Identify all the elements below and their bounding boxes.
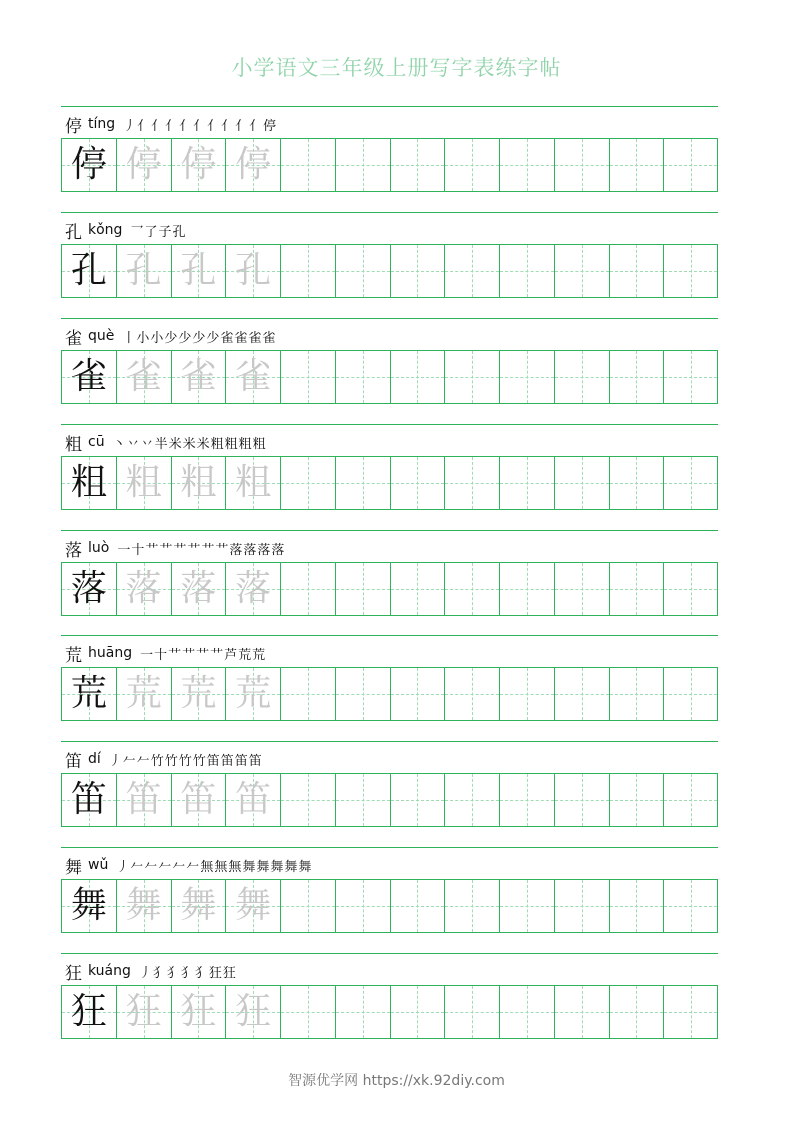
grid-cell-empty[interactable] bbox=[663, 985, 718, 1039]
trace-character: 荒 bbox=[180, 673, 217, 714]
grid-cell-filled bbox=[61, 667, 116, 721]
trace-character: 雀 bbox=[180, 356, 217, 397]
grid-cell-empty[interactable] bbox=[609, 879, 664, 933]
pinyin: huāng bbox=[88, 645, 133, 661]
trace-character: 舞 bbox=[180, 885, 217, 926]
model-character: 孔 bbox=[70, 250, 107, 291]
grid-cell-empty[interactable] bbox=[280, 138, 335, 192]
grid-cell-filled bbox=[225, 773, 280, 827]
grid-cell-empty[interactable] bbox=[663, 667, 718, 721]
grid-cell-empty[interactable] bbox=[554, 667, 609, 721]
trace-character: 落 bbox=[235, 568, 272, 609]
practice-block bbox=[61, 318, 718, 414]
trace-character: 落 bbox=[125, 568, 162, 609]
pinyin: cū bbox=[88, 434, 105, 450]
practice-block bbox=[61, 741, 718, 837]
stroke-order: 丶丷丷半米米米粗粗粗粗 bbox=[112, 436, 267, 452]
writing-grid bbox=[61, 667, 718, 721]
header-character: 狂 bbox=[65, 963, 82, 984]
writing-grid bbox=[61, 985, 718, 1039]
grid-cell-filled bbox=[171, 773, 226, 827]
header-character: 停 bbox=[65, 116, 82, 137]
grid-cell-empty[interactable] bbox=[499, 773, 554, 827]
header-character: 荒 bbox=[65, 645, 82, 666]
grid-cell-empty[interactable] bbox=[663, 138, 718, 192]
grid-cell-empty[interactable] bbox=[609, 773, 664, 827]
practice-block bbox=[61, 847, 718, 943]
grid-cell-empty[interactable] bbox=[335, 350, 390, 404]
stroke-order: 一十艹艹艹艹艹艹落落落落 bbox=[117, 542, 286, 558]
divider-line bbox=[61, 741, 718, 742]
grid-cell-filled bbox=[171, 350, 226, 404]
grid-cell-filled bbox=[61, 773, 116, 827]
grid-cell-empty[interactable] bbox=[335, 879, 390, 933]
grid-cell-empty[interactable] bbox=[554, 879, 609, 933]
grid-cell-filled bbox=[61, 985, 116, 1039]
trace-character: 停 bbox=[125, 144, 162, 185]
grid-cell-filled bbox=[171, 667, 226, 721]
divider-line bbox=[61, 424, 718, 425]
pinyin: tíng bbox=[88, 116, 116, 132]
grid-cell-filled bbox=[225, 667, 280, 721]
stroke-order: 乛了子孔 bbox=[130, 224, 187, 240]
grid-cell-filled bbox=[116, 456, 171, 510]
writing-grid bbox=[61, 350, 718, 404]
writing-grid bbox=[61, 773, 718, 827]
character-header bbox=[65, 111, 277, 137]
stroke-order: 丿𠂉𠂉𠂉𠂉𠂉無無無舞舞舞舞舞 bbox=[116, 859, 313, 875]
grid-cell-empty[interactable] bbox=[280, 456, 335, 510]
grid-cell-empty[interactable] bbox=[499, 879, 554, 933]
footer-source: 智源优学网 https://xk.92diy.com bbox=[288, 1073, 505, 1089]
character-header bbox=[65, 958, 237, 984]
trace-character: 雀 bbox=[125, 356, 162, 397]
grid-cell-empty[interactable] bbox=[499, 138, 554, 192]
grid-cell-empty[interactable] bbox=[499, 667, 554, 721]
trace-character: 舞 bbox=[125, 885, 162, 926]
trace-character: 孔 bbox=[235, 250, 272, 291]
grid-cell-empty[interactable] bbox=[554, 350, 609, 404]
grid-cell-empty[interactable] bbox=[390, 350, 445, 404]
header-character: 落 bbox=[65, 540, 82, 561]
trace-character: 粗 bbox=[180, 462, 217, 503]
grid-cell-filled bbox=[225, 985, 280, 1039]
trace-character: 笛 bbox=[125, 779, 162, 820]
stroke-order: 丿犭犭犭犭狂狂 bbox=[138, 965, 237, 981]
grid-cell-filled bbox=[116, 244, 171, 298]
grid-cell-empty[interactable] bbox=[280, 773, 335, 827]
grid-cell-empty[interactable] bbox=[444, 138, 499, 192]
grid-cell-empty[interactable] bbox=[663, 456, 718, 510]
trace-character: 粗 bbox=[125, 462, 162, 503]
grid-cell-empty[interactable] bbox=[609, 350, 664, 404]
writing-grid bbox=[61, 562, 718, 616]
grid-cell-filled bbox=[171, 562, 226, 616]
grid-cell-empty[interactable] bbox=[609, 985, 664, 1039]
grid-cell-filled bbox=[116, 879, 171, 933]
practice-block bbox=[61, 953, 718, 1049]
stroke-order: 丿𠂉𠂉竹竹竹竹笛笛笛笛 bbox=[108, 753, 263, 769]
writing-grid bbox=[61, 456, 718, 510]
grid-cell-empty[interactable] bbox=[280, 879, 335, 933]
grid-cell-empty[interactable] bbox=[444, 562, 499, 616]
grid-cell-empty[interactable] bbox=[499, 562, 554, 616]
grid-cell-empty[interactable] bbox=[609, 456, 664, 510]
grid-cell-empty[interactable] bbox=[280, 985, 335, 1039]
trace-character: 孔 bbox=[125, 250, 162, 291]
grid-cell-filled bbox=[116, 138, 171, 192]
grid-cell-empty[interactable] bbox=[444, 985, 499, 1039]
grid-cell-filled bbox=[225, 350, 280, 404]
grid-cell-empty[interactable] bbox=[390, 138, 445, 192]
pinyin: què bbox=[88, 328, 115, 344]
trace-character: 落 bbox=[180, 568, 217, 609]
grid-cell-empty[interactable] bbox=[335, 244, 390, 298]
grid-cell-empty[interactable] bbox=[663, 773, 718, 827]
divider-line bbox=[61, 106, 718, 107]
grid-cell-filled bbox=[116, 667, 171, 721]
grid-cell-empty[interactable] bbox=[335, 985, 390, 1039]
grid-cell-empty[interactable] bbox=[390, 985, 445, 1039]
trace-character: 粗 bbox=[235, 462, 272, 503]
practice-block bbox=[61, 106, 718, 202]
model-character: 荒 bbox=[70, 673, 107, 714]
header-character: 舞 bbox=[65, 857, 82, 878]
grid-cell-empty[interactable] bbox=[663, 562, 718, 616]
grid-cell-filled bbox=[171, 138, 226, 192]
model-character: 狂 bbox=[70, 991, 107, 1032]
grid-cell-filled bbox=[225, 562, 280, 616]
pinyin: kuáng bbox=[88, 963, 131, 979]
grid-cell-empty[interactable] bbox=[499, 985, 554, 1039]
practice-block bbox=[61, 424, 718, 520]
grid-cell-empty[interactable] bbox=[554, 244, 609, 298]
trace-character: 狂 bbox=[180, 991, 217, 1032]
character-header bbox=[65, 429, 267, 455]
model-character: 停 bbox=[70, 144, 107, 185]
grid-cell-filled bbox=[116, 985, 171, 1039]
grid-cell-empty[interactable] bbox=[499, 456, 554, 510]
model-character: 笛 bbox=[70, 779, 107, 820]
grid-cell-empty[interactable] bbox=[554, 456, 609, 510]
grid-cell-filled bbox=[171, 244, 226, 298]
grid-cell-filled bbox=[61, 350, 116, 404]
grid-cell-empty[interactable] bbox=[609, 244, 664, 298]
divider-line bbox=[61, 530, 718, 531]
divider-line bbox=[61, 318, 718, 319]
grid-cell-filled bbox=[61, 879, 116, 933]
grid-cell-empty[interactable] bbox=[390, 879, 445, 933]
grid-cell-empty[interactable] bbox=[609, 138, 664, 192]
character-header bbox=[65, 852, 312, 878]
trace-character: 笛 bbox=[235, 779, 272, 820]
pinyin: dí bbox=[88, 751, 101, 767]
header-character: 雀 bbox=[65, 328, 82, 349]
practice-block bbox=[61, 530, 718, 626]
grid-cell-empty[interactable] bbox=[444, 244, 499, 298]
header-character: 笛 bbox=[65, 751, 82, 772]
trace-character: 荒 bbox=[235, 673, 272, 714]
grid-cell-empty[interactable] bbox=[280, 244, 335, 298]
divider-line bbox=[61, 635, 718, 636]
grid-cell-empty[interactable] bbox=[444, 879, 499, 933]
grid-cell-empty[interactable] bbox=[663, 350, 718, 404]
header-character: 粗 bbox=[65, 434, 82, 455]
pinyin: kǒng bbox=[88, 222, 123, 238]
pinyin: wǔ bbox=[88, 857, 109, 873]
writing-grid bbox=[61, 138, 718, 192]
grid-cell-empty[interactable] bbox=[335, 773, 390, 827]
grid-cell-empty[interactable] bbox=[335, 138, 390, 192]
grid-cell-empty[interactable] bbox=[280, 350, 335, 404]
grid-cell-filled bbox=[61, 562, 116, 616]
stroke-order: 丨小小少少少少雀雀雀雀 bbox=[122, 330, 277, 346]
grid-cell-empty[interactable] bbox=[444, 350, 499, 404]
character-header bbox=[65, 217, 186, 243]
character-header bbox=[65, 640, 266, 666]
page-title: 小学语文三年级上册写字表练字帖 bbox=[231, 56, 562, 80]
grid-cell-filled bbox=[225, 456, 280, 510]
trace-character: 笛 bbox=[180, 779, 217, 820]
trace-character: 狂 bbox=[125, 991, 162, 1032]
grid-cell-filled bbox=[171, 879, 226, 933]
grid-cell-empty[interactable] bbox=[390, 562, 445, 616]
grid-cell-empty[interactable] bbox=[554, 985, 609, 1039]
pinyin: luò bbox=[88, 540, 110, 556]
grid-cell-filled bbox=[171, 985, 226, 1039]
trace-character: 停 bbox=[235, 144, 272, 185]
grid-cell-empty[interactable] bbox=[554, 562, 609, 616]
practice-block bbox=[61, 635, 718, 731]
grid-cell-empty[interactable] bbox=[609, 562, 664, 616]
grid-cell-empty[interactable] bbox=[444, 773, 499, 827]
grid-cell-empty[interactable] bbox=[390, 667, 445, 721]
stroke-order: 一十艹艹艹艹芦荒荒 bbox=[140, 647, 267, 663]
header-character: 孔 bbox=[65, 222, 82, 243]
trace-character: 雀 bbox=[235, 356, 272, 397]
grid-cell-empty[interactable] bbox=[390, 773, 445, 827]
grid-cell-empty[interactable] bbox=[663, 244, 718, 298]
grid-cell-empty[interactable] bbox=[444, 667, 499, 721]
grid-cell-empty[interactable] bbox=[499, 244, 554, 298]
grid-cell-filled bbox=[61, 456, 116, 510]
trace-character: 狂 bbox=[235, 991, 272, 1032]
grid-cell-empty[interactable] bbox=[609, 667, 664, 721]
grid-cell-empty[interactable] bbox=[390, 244, 445, 298]
grid-cell-filled bbox=[225, 138, 280, 192]
grid-cell-empty[interactable] bbox=[335, 667, 390, 721]
trace-character: 荒 bbox=[125, 673, 162, 714]
trace-character: 孔 bbox=[180, 250, 217, 291]
grid-cell-filled bbox=[171, 456, 226, 510]
grid-cell-empty[interactable] bbox=[390, 456, 445, 510]
stroke-order: 丿亻亻亻亻亻亻亻亻亻停 bbox=[123, 118, 278, 134]
character-header bbox=[65, 746, 263, 772]
grid-cell-filled bbox=[116, 350, 171, 404]
model-character: 雀 bbox=[70, 356, 107, 397]
grid-cell-filled bbox=[61, 244, 116, 298]
grid-cell-empty[interactable] bbox=[499, 350, 554, 404]
character-header bbox=[65, 323, 276, 349]
model-character: 落 bbox=[70, 568, 107, 609]
grid-cell-empty[interactable] bbox=[663, 879, 718, 933]
trace-character: 舞 bbox=[235, 885, 272, 926]
grid-cell-empty[interactable] bbox=[444, 456, 499, 510]
model-character: 粗 bbox=[70, 462, 107, 503]
grid-cell-filled bbox=[61, 138, 116, 192]
divider-line bbox=[61, 953, 718, 954]
grid-cell-filled bbox=[116, 562, 171, 616]
grid-cell-empty[interactable] bbox=[554, 773, 609, 827]
grid-cell-empty[interactable] bbox=[554, 138, 609, 192]
writing-grid bbox=[61, 244, 718, 298]
trace-character: 停 bbox=[180, 144, 217, 185]
grid-cell-empty[interactable] bbox=[280, 667, 335, 721]
grid-cell-filled bbox=[225, 244, 280, 298]
practice-block bbox=[61, 212, 718, 308]
writing-grid bbox=[61, 879, 718, 933]
divider-line bbox=[61, 212, 718, 213]
grid-cell-filled bbox=[116, 773, 171, 827]
divider-line bbox=[61, 847, 718, 848]
grid-cell-filled bbox=[225, 879, 280, 933]
character-header bbox=[65, 535, 285, 561]
grid-cell-empty[interactable] bbox=[280, 562, 335, 616]
grid-cell-empty[interactable] bbox=[335, 456, 390, 510]
grid-cell-empty[interactable] bbox=[335, 562, 390, 616]
model-character: 舞 bbox=[70, 885, 107, 926]
